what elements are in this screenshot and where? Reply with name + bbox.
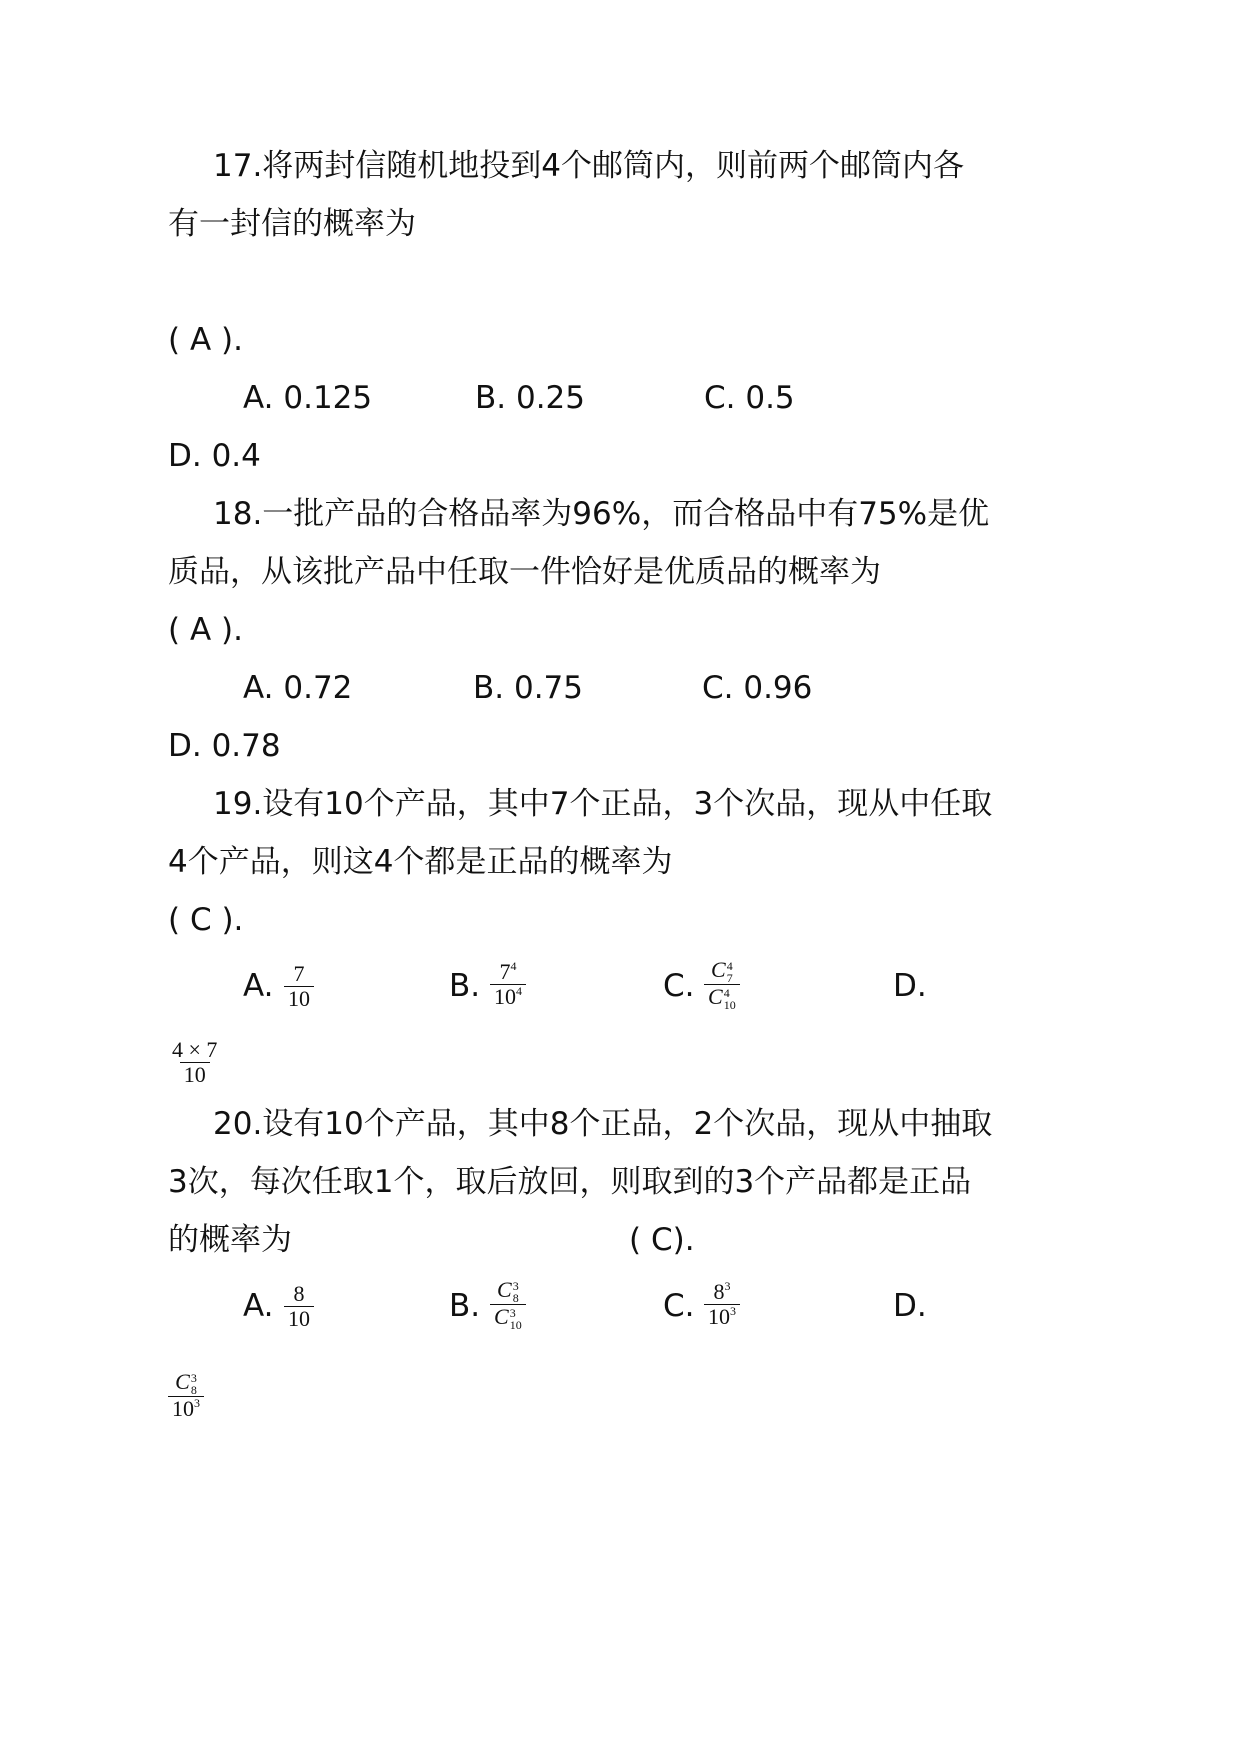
superscript: 4 <box>723 985 730 1000</box>
numerator <box>707 958 737 984</box>
q18-option-c: C. 0.96 <box>702 670 813 706</box>
superscript: 4 <box>726 958 733 973</box>
combination-symbol: C <box>175 1369 190 1394</box>
base: 10 <box>494 984 516 1009</box>
q17-answer: ( A ). <box>168 322 243 358</box>
numerator <box>171 1370 201 1396</box>
q19-text-line1: 19.设有10个产品，其中7个正品，3个次品，现从中任取 <box>213 786 993 822</box>
q18-text-line1: 18.一批产品的合格品率为96%，而合格品中有75%是优 <box>213 496 990 532</box>
denominator <box>490 984 526 1009</box>
superscript: 3 <box>512 1278 519 1293</box>
combination-symbol: C <box>497 1277 512 1302</box>
exponent: 3 <box>194 1395 200 1410</box>
numerator: 7 <box>293 961 305 986</box>
q20-text-line3: 的概率为 <box>168 1222 292 1258</box>
base: 10 <box>172 1395 194 1421</box>
denominator: 10 <box>284 1306 314 1331</box>
q17-text-line1: 17.将两封信随机地投到4个邮筒内，则前两个邮筒内各 <box>213 148 965 184</box>
denominator: 10 <box>284 986 314 1011</box>
combination-symbol: C <box>494 1303 509 1329</box>
q20-option-d-fraction <box>168 1370 204 1421</box>
q19-answer: ( C ). <box>168 902 244 938</box>
denominator <box>168 1396 204 1421</box>
denominator <box>704 1304 740 1329</box>
exponent: 3 <box>724 1279 731 1293</box>
q20-option-c-fraction <box>704 1280 740 1329</box>
q19-option-a-fraction <box>284 962 314 1011</box>
q20-option-b-label: B. <box>449 1288 481 1324</box>
superscript: 3 <box>509 1305 516 1320</box>
q19-option-b-label: B. <box>449 968 481 1004</box>
exponent: 4 <box>516 984 522 998</box>
q20-answer: ( C). <box>629 1222 695 1258</box>
q19-option-d-label: D. <box>893 968 927 1004</box>
denominator <box>704 984 740 1011</box>
q19-text-line2: 4个产品，则这4个都是正品的概率为 <box>168 844 673 880</box>
exponent: 4 <box>510 959 517 973</box>
q19-option-a-label: A. <box>243 968 274 1004</box>
subscript: 8 <box>512 1290 519 1305</box>
q17-text-line2: 有一封信的概率为 <box>168 206 416 242</box>
q18-option-a: A. 0.72 <box>243 670 353 706</box>
numerator <box>496 960 521 984</box>
subscript: 10 <box>723 997 736 1012</box>
q20-option-d-label: D. <box>893 1288 927 1324</box>
subscript: 8 <box>190 1382 197 1397</box>
base: 7 <box>499 959 511 984</box>
q19-option-d-fraction <box>168 1038 221 1087</box>
q18-option-d: D. 0.78 <box>168 728 281 764</box>
numerator: 8 <box>293 1281 305 1306</box>
q18-text-line2: 质品，从该批产品中任取一件恰好是优质品的概率为 <box>168 554 881 590</box>
q20-option-b-fraction <box>490 1278 526 1331</box>
base: 10 <box>708 1304 730 1329</box>
numerator <box>493 1278 523 1304</box>
subscript: 7 <box>726 970 733 985</box>
q17-option-d: D. 0.4 <box>168 438 261 474</box>
superscript: 3 <box>190 1370 197 1385</box>
q19-option-c-fraction <box>704 958 740 1011</box>
q20-option-a-label: A. <box>243 1288 274 1324</box>
q20-option-a-fraction <box>284 1282 314 1331</box>
numerator: 4 × 7 <box>172 1037 218 1062</box>
q18-option-b: B. 0.75 <box>473 670 583 706</box>
q19-option-b-fraction <box>490 960 526 1009</box>
denominator <box>490 1304 526 1331</box>
q19-option-c-label: C. <box>663 968 695 1004</box>
exponent: 3 <box>730 1304 736 1318</box>
q17-option-a: A. 0.125 <box>243 380 373 416</box>
q20-text-line1: 20.设有10个产品，其中8个正品，2个次品，现从中抽取 <box>213 1106 993 1142</box>
numerator <box>710 1280 735 1304</box>
q18-answer: ( A ). <box>168 612 243 648</box>
combination-symbol: C <box>708 983 723 1009</box>
combination-symbol: C <box>711 957 726 982</box>
q17-option-c: C. 0.5 <box>704 380 795 416</box>
q17-option-b: B. 0.25 <box>475 380 585 416</box>
denominator: 10 <box>180 1062 210 1087</box>
q20-text-line2: 3次，每次任取1个，取后放回，则取到的3个产品都是正品 <box>168 1164 972 1200</box>
q20-option-c-label: C. <box>663 1288 695 1324</box>
subscript: 10 <box>509 1317 522 1332</box>
base: 8 <box>713 1279 725 1304</box>
